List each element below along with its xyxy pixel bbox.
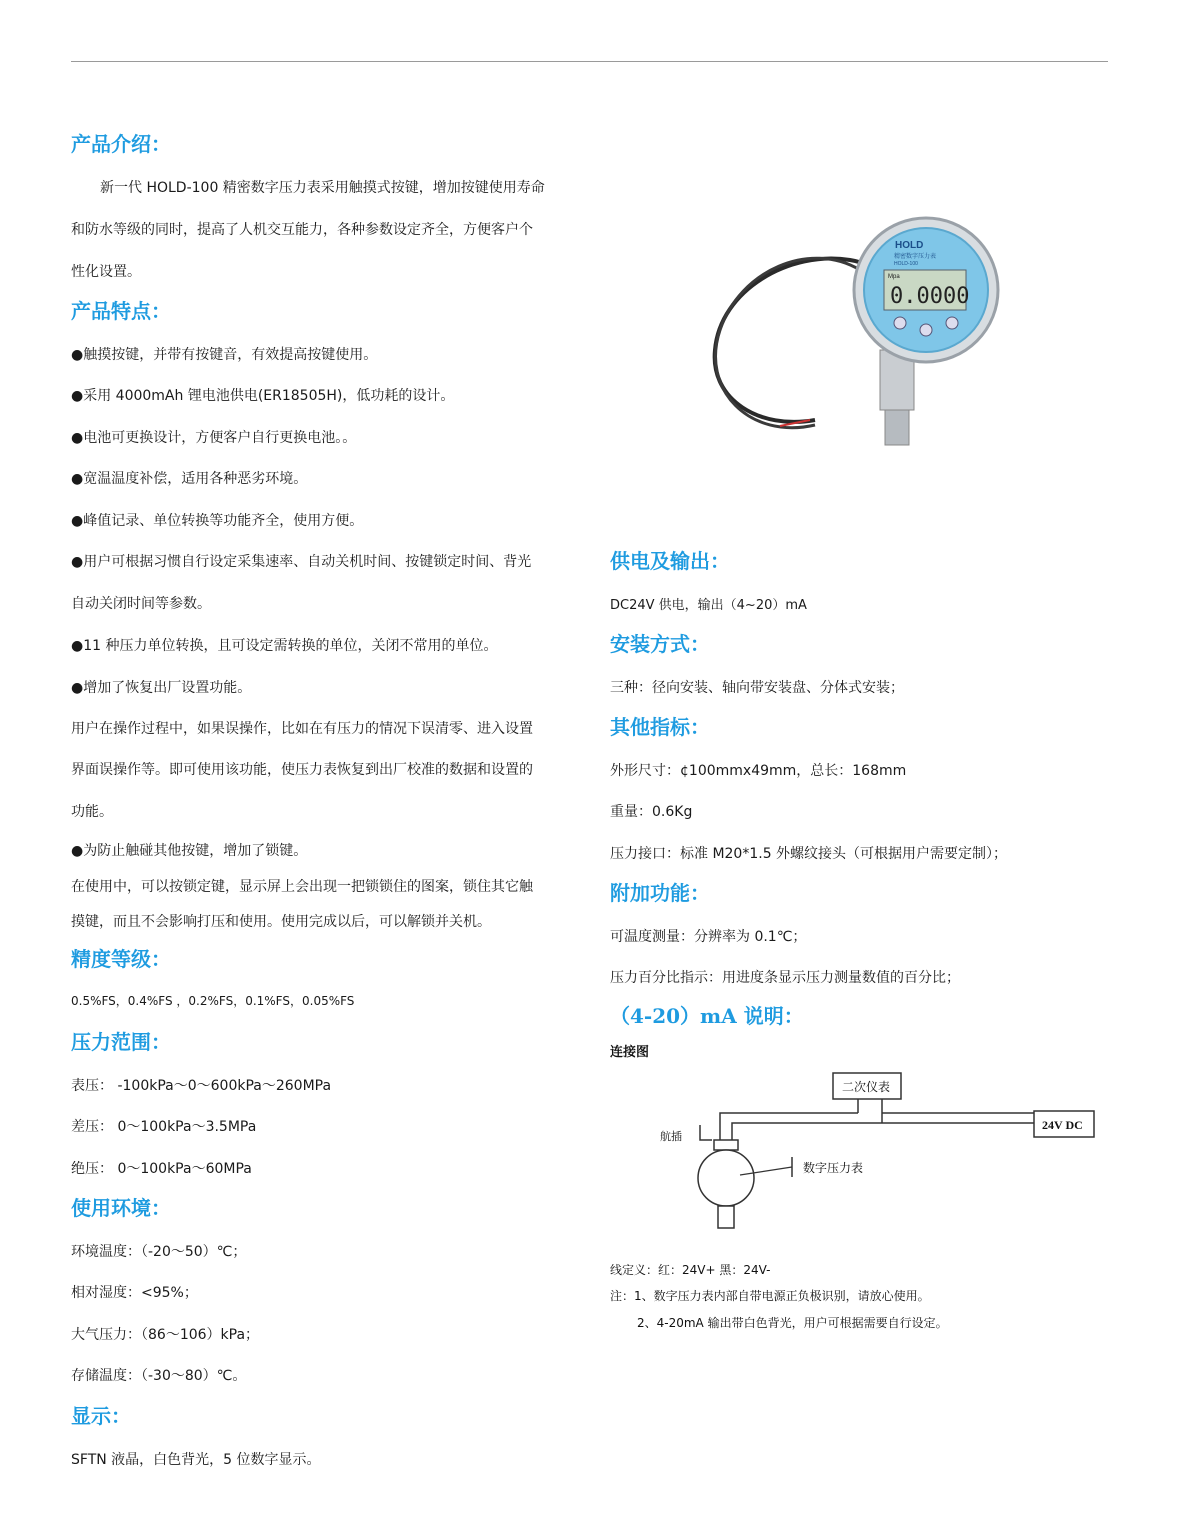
product-brand: HOLD	[895, 240, 924, 251]
env-heading: 使用环境：	[71, 1196, 171, 1220]
key-button	[946, 317, 958, 329]
feature-item: ●11 种压力单位转换，且可设定需转换的单位，关闭不常用的单位。	[71, 638, 498, 654]
accuracy-heading: 精度等级：	[71, 947, 171, 971]
feature-item: ●触摸按键，并带有按键音，有效提高按键使用。	[71, 347, 378, 363]
note-2: 2、4-20mA 输出带白色背光，用户可根据需要自行设定。	[637, 1316, 948, 1330]
env-item: 相对湿度：<95%；	[71, 1285, 198, 1301]
extra-item: 压力百分比指示：用进度条显示压力测量数值的百分比；	[610, 970, 960, 986]
range-item: 绝压： 0～100kPa～60MPa	[71, 1161, 252, 1177]
cable	[715, 258, 876, 421]
extra-item: 可温度测量：分辨率为 0.1℃；	[610, 929, 807, 945]
features-heading: 产品特点：	[71, 299, 171, 323]
top-rule	[71, 61, 1108, 62]
install-text: 三种：径向安装、轴向带安装盘、分体式安装；	[610, 680, 904, 696]
gauge-symbol	[698, 1150, 754, 1206]
gauge-label: 数字压力表	[803, 1161, 864, 1175]
other-heading: 其他指标：	[610, 715, 710, 739]
intro-heading: 产品介绍：	[71, 132, 171, 156]
intro-text: 性化设置。	[71, 264, 141, 280]
wiring-diagram	[600, 1045, 1120, 1360]
range-item: 表压： -100kPa～0～600kPa～260MPa	[71, 1078, 332, 1094]
ma-heading: （4-20）mA 说明：	[610, 1004, 804, 1028]
feature-item: ●宽温温度补偿，适用各种恶劣环境。	[71, 471, 308, 487]
intro-text: 新一代 HOLD-100 精密数字压力表采用触摸式按键，增加按键使用寿命	[100, 180, 545, 196]
other-item: 压力接口：标准 M20*1.5 外螺纹接头（可根据用户需要定制）；	[610, 846, 1008, 862]
env-item: 存储温度：（-30～80）℃。	[71, 1368, 247, 1384]
feature-text: 功能。	[71, 804, 113, 820]
feature-item: ●为防止触碰其他按键，增加了锁键。	[71, 843, 308, 859]
lcd-unit: Mpa	[888, 274, 900, 280]
wire	[720, 1113, 858, 1140]
product-model: HOLD-100	[894, 261, 918, 267]
diagram-title: 连接图	[610, 1045, 650, 1060]
power-text: DC24V 供电，输出（4~20）mA	[610, 598, 807, 613]
plug-marker	[700, 1125, 712, 1140]
other-item: 重量：0.6Kg	[610, 804, 693, 820]
secondary-instrument-label: 二次仪表	[842, 1080, 891, 1094]
accuracy-text: 0.5%FS，0.4%FS ，0.2%FS，0.1%FS，0.05%FS	[71, 994, 355, 1008]
env-item: 环境温度：（-20～50）℃；	[71, 1244, 247, 1260]
feature-item: 自动关闭时间等参数。	[71, 596, 211, 612]
feature-text: 用户在操作过程中，如果误操作，比如在有压力的情况下误清零、进入设置	[71, 721, 533, 737]
power-heading: 供电及输出：	[610, 549, 730, 573]
key-button	[920, 324, 932, 336]
note-1: 注：1、数字压力表内部自带电源正负极识别，请放心使用。	[610, 1289, 930, 1303]
wire	[732, 1123, 1034, 1140]
feature-text: 在使用中，可以按锁定键，显示屏上会出现一把锁锁住的图案，锁住其它触	[71, 879, 533, 895]
feature-item: ●用户可根据习惯自行设定采集速率、自动关机时间、按键锁定时间、背光	[71, 554, 532, 570]
feature-text: 界面误操作等。即可使用该功能，使压力表恢复到出厂校准的数据和设置的	[71, 762, 533, 778]
dc-supply-label: 24V DC	[1042, 1118, 1083, 1132]
install-heading: 安装方式：	[610, 632, 710, 656]
feature-text: 摸键，而且不会影响打压和使用。使用完成以后，可以解锁并关机。	[71, 914, 491, 930]
wire-definition: 线定义：红：24V+ 黑：24V-	[610, 1263, 771, 1277]
range-item: 差压： 0～100kPa～3.5MPa	[71, 1119, 257, 1135]
extra-heading: 附加功能：	[610, 881, 710, 905]
env-item: 大气压力：（86～106）kPa；	[71, 1327, 260, 1343]
gauge-port	[718, 1206, 734, 1228]
connector	[714, 1140, 738, 1150]
range-heading: 压力范围：	[71, 1030, 171, 1054]
other-item: 外形尺寸：¢100mmx49mm，总长：168mm	[610, 763, 907, 779]
feature-item: ●采用 4000mAh 锂电池供电(ER18505H)，低功耗的设计。	[71, 388, 455, 404]
intro-text: 和防水等级的同时，提高了人机交互能力，各种参数设定齐全，方便客户个	[71, 222, 533, 238]
plug-label: 航插	[660, 1130, 682, 1143]
feature-item: ●峰值记录、单位转换等功能齐全，使用方便。	[71, 513, 364, 529]
product-label: 精密数字压力表	[894, 253, 937, 260]
feature-item: ●电池可更换设计，方便客户自行更换电池。。	[71, 430, 357, 446]
product-photo	[700, 200, 1020, 460]
gauge-thread	[885, 410, 909, 445]
display-heading: 显示：	[71, 1404, 131, 1428]
display-text: SFTN 液晶，白色背光，5 位数字显示。	[71, 1452, 321, 1468]
lcd-reading: 0.0000	[890, 284, 970, 309]
key-button	[894, 317, 906, 329]
feature-item: ●增加了恢复出厂设置功能。	[71, 680, 252, 696]
